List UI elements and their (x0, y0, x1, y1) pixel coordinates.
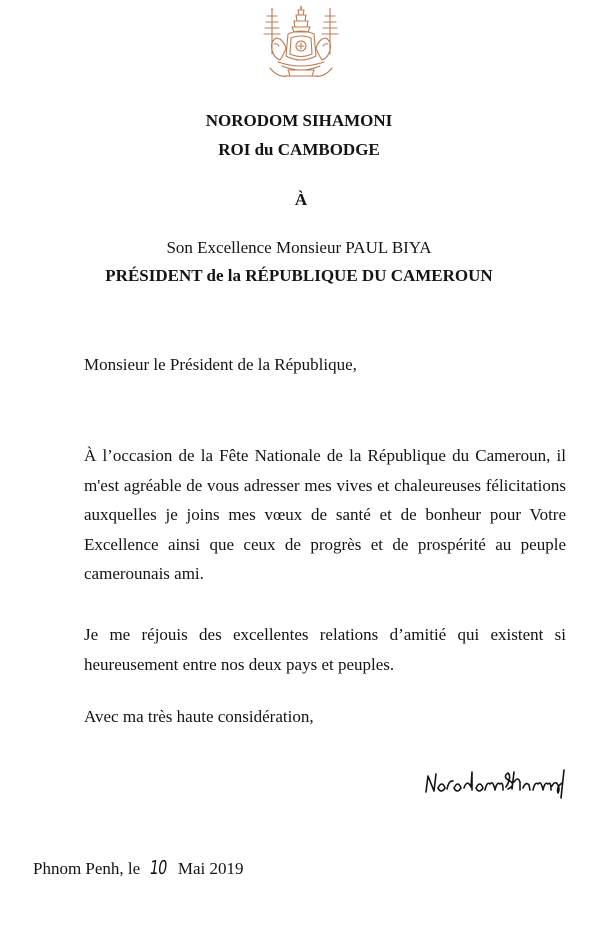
place-label: Phnom Penh, le (33, 859, 141, 878)
body-paragraph-2: Je me réjouis des excellentes relations d’amitié qui existent si heureusement entre nos deux pays et peuples. (84, 625, 566, 674)
closing: Avec ma très haute considération, (84, 707, 314, 726)
place-date (33, 858, 244, 879)
royal-crest-icon (258, 4, 344, 84)
sender-name: NORODOM SIHAMONI (205, 111, 393, 130)
recipient-to: À (294, 190, 308, 209)
recipient-line-2: PRÉSIDENT de la RÉPUBLIQUE DU CAMEROUN (105, 266, 493, 285)
salutation: Monsieur le Président de la République, (84, 355, 357, 374)
body-paragraph-1: À l’occasion de la Fête Nationale de la République du Cameroun, il m'est agréable de vous adresser mes vives et chaleureuses félicitations auxquelles je joins mes vœux de santé et de bonheur pour Votre Excellence ainsi que ceux de progrès et de prospérité au peuple camerounais ami. (84, 446, 566, 583)
sender-title: ROI du CAMBODGE (218, 140, 380, 159)
date-month-year: Mai 2019 (177, 859, 244, 878)
date-day: 10 (148, 857, 169, 879)
recipient-line-1 (4, 238, 590, 258)
recipient-name: Son Excellence Monsieur PAUL BIYA (166, 238, 432, 257)
signature (420, 762, 570, 802)
